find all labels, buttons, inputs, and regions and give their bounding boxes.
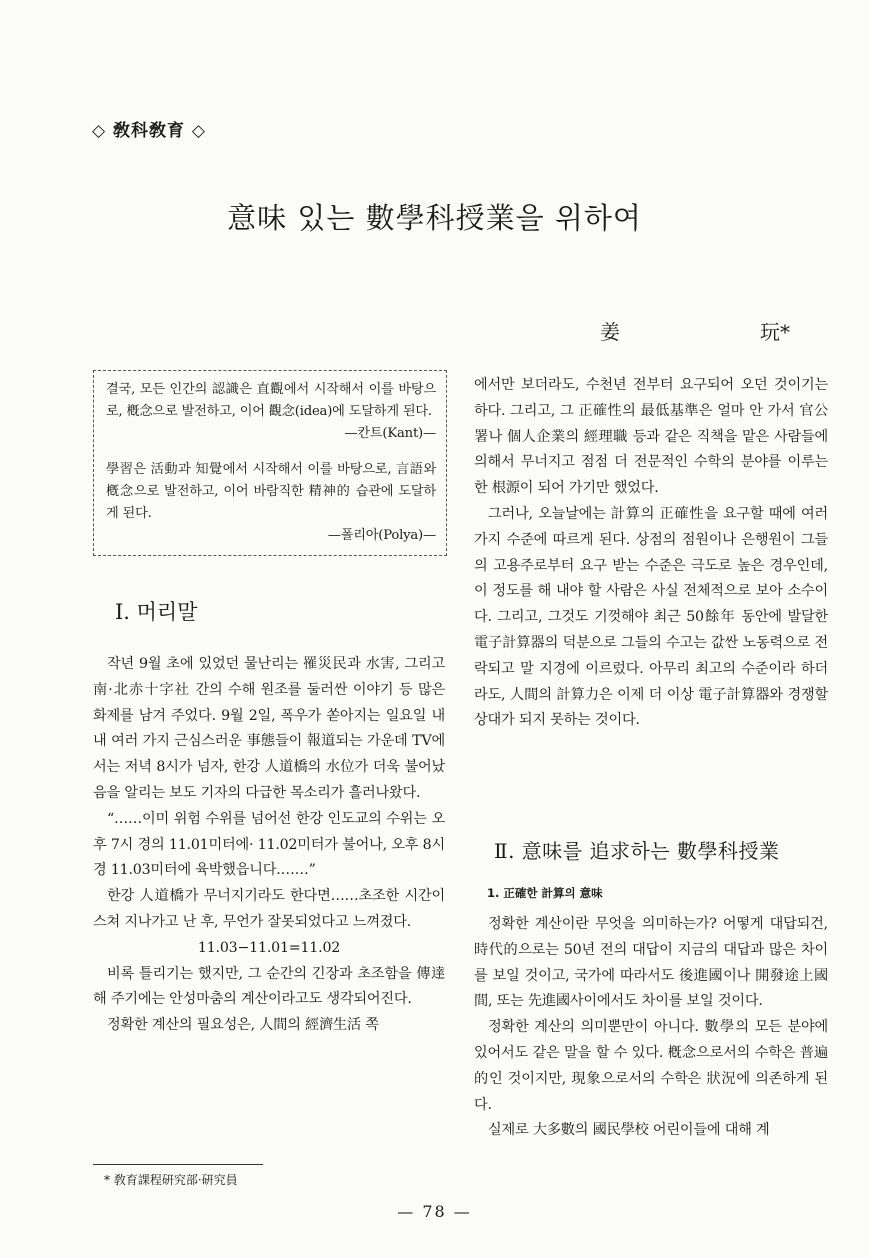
footnote-divider [93, 1164, 263, 1165]
left-column-body [93, 652, 445, 1039]
section-heading-introduction: Ⅰ. 머리말 [115, 600, 198, 624]
epigraph-box [93, 370, 447, 556]
right-column-body [474, 912, 828, 1144]
section-heading-meaningful-math: Ⅱ. 意味를 追求하는 數學科授業 [494, 839, 780, 863]
author-given-name: 玩* [760, 320, 790, 344]
paragraph: 그러나, 오늘날에는 計算의 正確性을 요구할 때에 여러 가지 수준에 따르게 된다. 상점의 점원이나 은행원이 그들의 고용주로부터 요구 받는 수준은 극도로 높은 경우인데, 이 정도를 해 내야 할 사람은 사실 전체적으로 보아 소수이다. 그리고, 그것도 기껏해야 최근 50餘年 동안에 발달한 電子計算器의 덕분으로 그들의 수고는 값싼 노동력으로 전락되고 말 지경에 이르렀다. 아무리 최고의 수준이라 하더라도, 人間의 計算力은 이제 더 이상 電子計算器와 경쟁할 상대가 되지 못하는 것이다. [474, 505, 828, 729]
author [600, 316, 790, 345]
paragraph: 한강 人道橋가 무너지기라도 한다면……초조한 시간이 스쳐 지나가고 난 후, 무언가 잘못되었다고 느껴졌다. [93, 888, 445, 930]
section-label: ◇ 敎科敎育 ◇ [92, 121, 206, 141]
footnote: * 敎育課程硏究部·硏究員 [104, 1173, 238, 1187]
article-title: 意味 있는 數學科授業을 위하여 [227, 201, 642, 235]
quoted-broadcast: “……이미 위험 수위를 넘어선 한강 인도교의 수위는 오후 7시 경의 11.01미터에· 11.02미터가 불어나, 오후 8시 경 11.03미터에 육박했읍니다.……” [93, 810, 445, 879]
paragraph: 정확한 계산의 필요성은, 人間의 經濟生活 쪽 [107, 1017, 379, 1034]
paragraph: 비록 틀리기는 했지만, 그 순간의 긴장과 초조함을 傳達해 주기에는 안성마춤의 계산이라고도 생각되어진다. [93, 965, 445, 1008]
epigraph-attribution-kant: —칸트(Kant)— [344, 426, 436, 441]
epigraph-quote-kant: 결국, 모든 인간의 認識은 直觀에서 시작해서 이를 바탕으로, 槪念으로 발전하고, 이어 觀念(idea)에 도달하게 된다. [106, 382, 436, 419]
paragraph: 실제로 大多數의 國民學校 어린이들에 대해 계 [488, 1122, 770, 1139]
paragraph: 작년 9월 초에 있었던 물난리는 罹災民과 水害, 그리고 南·北赤十字社 간의 수해 원조를 둘러싼 이야기 등 많은 화제를 남겨 주었다. 9월 2일, 폭우가 쏟아지는 일요일 내내 여러 가지 근심스러운 事態들이 報道되는 가운데 TV에서는 저녁 8시가 넘자, 한강 人道橋의 水位가 더욱 불어났음을 알리는 보도 기자의 다급한 목소리가 흘러나왔다. [93, 656, 445, 801]
subsection-heading: 1. 正確한 計算의 意味 [487, 886, 603, 900]
equation: 11.03−11.01=11.02 [197, 939, 341, 956]
paragraph: 정확한 계산이란 무엇을 의미하는가? 어떻게 대답되건, 時代的으로는 50년 전의 대답이 지금의 대답과 많은 차이를 보일 것이고, 국가에 따라서도 後進國이나 開發途上國間, 또는 先進國사이에서도 차이를 보일 것이다. [474, 916, 828, 1010]
right-column-top [474, 373, 828, 734]
paragraph: 에서만 보더라도, 수천년 전부터 요구되어 오던 것이기는 하다. 그리고, 그 正確性의 最低基準은 얼마 안 가서 官公署나 個人企業의 經理職 등과 같은 직책을 맡은 사람들에 의해서 무너지고 점점 더 전문적인 수학의 분야를 이루는 한 根源이 되어 가기만 했었다. [474, 377, 828, 497]
page-number: — 78 — [397, 1202, 472, 1221]
paragraph: 정확한 계산의 의미뿐만이 아니다. 數學의 모든 분야에 있어서도 같은 말을 할 수 있다. 槪念으로서의 수학은 普遍的인 것이지만, 現象으로서의 수학은 狀況에 의존하게 된다. [474, 1019, 828, 1113]
epigraph-quote-polya: 學習은 活動과 知覺에서 시작해서 이를 바탕으로, 言語와 槪念으로 발전하고, 이어 바람직한 精神的 습관에 도달하게 된다. [106, 462, 436, 521]
author-surname: 姜 [600, 320, 620, 344]
epigraph-attribution-polya: —폴리아(Polya)— [327, 528, 436, 543]
